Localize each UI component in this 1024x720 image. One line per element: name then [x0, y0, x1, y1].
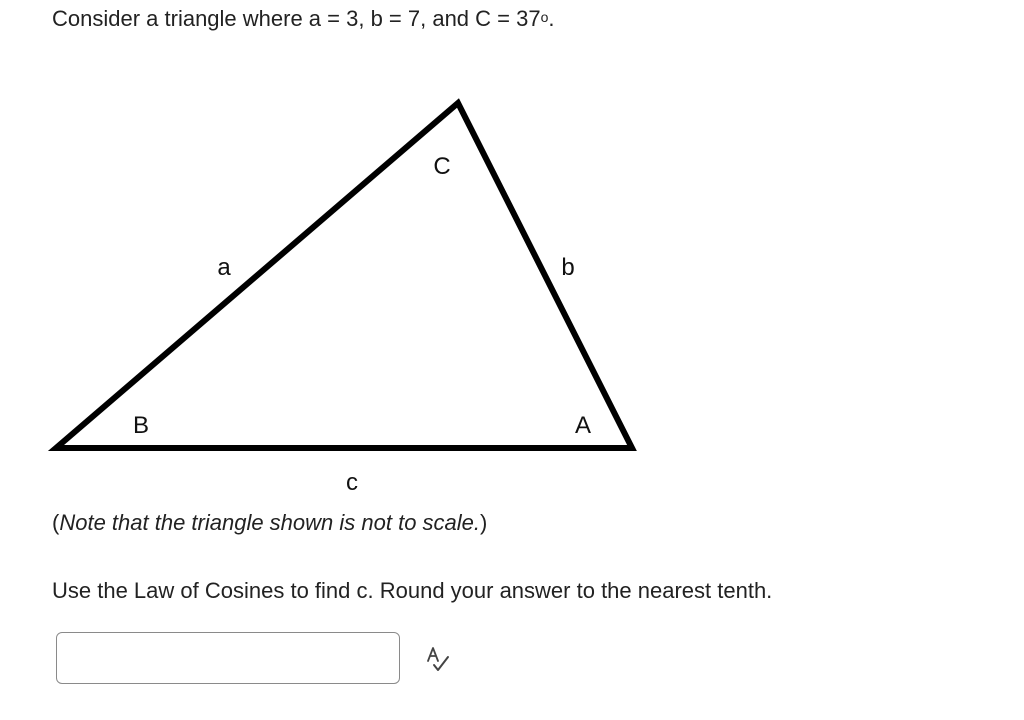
triangle-outline: [56, 103, 632, 448]
note-text: Note that the triangle shown is not to scale.: [59, 510, 481, 535]
scale-note: [52, 508, 487, 538]
prompt-end: .: [548, 6, 555, 31]
prompt-text: Consider a triangle where a = 3, b = 7, and C = 37: [52, 6, 541, 31]
side-label-c: c: [346, 469, 358, 496]
note-close-paren: ): [480, 510, 488, 535]
vertex-label-c: C: [433, 153, 451, 180]
vertex-label-a: A: [574, 412, 592, 439]
instruction-text: Use the Law of Cosines to find c. Round your answer to the nearest tenth.: [52, 578, 773, 603]
degree-symbol: o: [540, 9, 549, 25]
side-label-a: a: [217, 254, 231, 281]
vertex-label-b: B: [132, 412, 150, 439]
note-open-paren: (: [52, 510, 60, 535]
spellcheck-icon[interactable]: [424, 645, 452, 673]
answer-input[interactable]: [56, 632, 400, 684]
side-label-b: b: [561, 254, 575, 281]
